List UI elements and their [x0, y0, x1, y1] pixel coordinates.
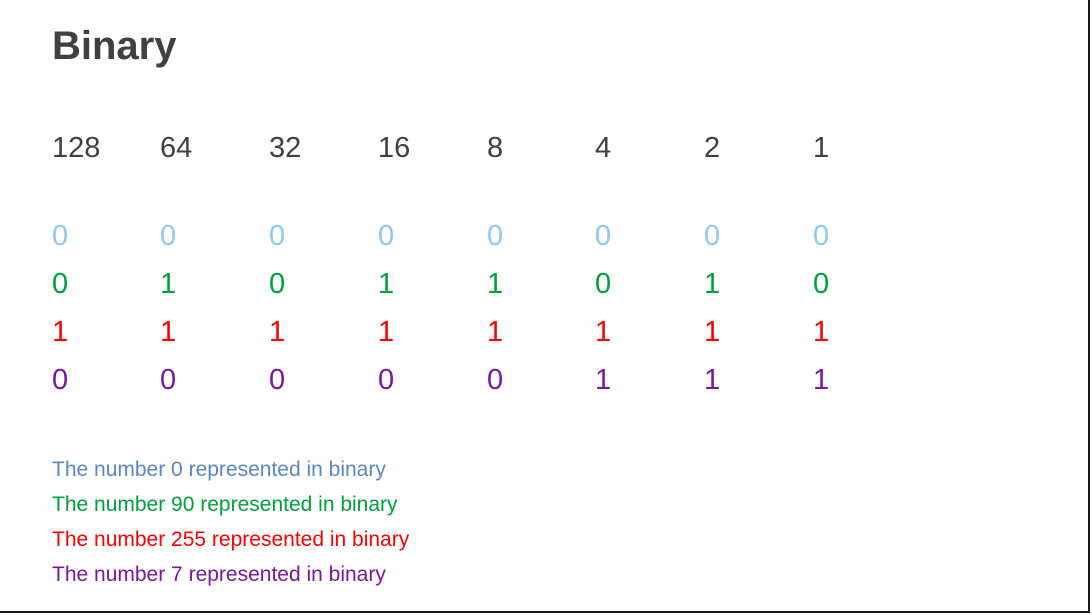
- bit-cell: 1: [704, 316, 721, 348]
- bit-row-two-fifty-five: [0, 312, 900, 352]
- bit-cell: 0: [378, 220, 395, 252]
- bit-cell: 0: [813, 220, 830, 252]
- place-value: 2: [704, 132, 721, 164]
- bit-cell: 1: [378, 316, 395, 348]
- bit-row-seven: [0, 360, 900, 400]
- bit-cell: 1: [813, 316, 830, 348]
- bit-cell: 0: [160, 364, 177, 396]
- place-value: 1: [813, 132, 830, 164]
- bit-row-zero: [0, 216, 900, 256]
- caption-zero: The number 0 represented in binary: [52, 458, 386, 481]
- bit-row-ninety: [0, 264, 900, 304]
- bit-cell: 0: [269, 364, 286, 396]
- place-value: 4: [595, 132, 612, 164]
- bit-cell: 1: [378, 268, 395, 300]
- page-title: Binary: [52, 24, 177, 68]
- bit-cell: 0: [595, 268, 612, 300]
- place-value-row: [0, 128, 900, 168]
- bit-cell: 0: [487, 220, 504, 252]
- bit-cell: 1: [487, 316, 504, 348]
- bit-cell: 0: [704, 220, 721, 252]
- bit-cell: 1: [52, 316, 69, 348]
- bit-cell: 0: [160, 220, 177, 252]
- bit-cell: 0: [595, 220, 612, 252]
- bit-cell: 1: [813, 364, 830, 396]
- bit-cell: 1: [487, 268, 504, 300]
- caption-seven: The number 7 represented in binary: [52, 563, 386, 586]
- bit-cell: 1: [704, 268, 721, 300]
- place-value: 32: [269, 132, 302, 164]
- place-value: 128: [52, 132, 101, 164]
- bit-cell: 1: [595, 364, 612, 396]
- bit-cell: 0: [487, 364, 504, 396]
- bit-cell: 1: [595, 316, 612, 348]
- bit-cell: 1: [160, 316, 177, 348]
- bit-cell: 0: [813, 268, 830, 300]
- bit-cell: 0: [269, 268, 286, 300]
- bit-cell: 0: [378, 364, 395, 396]
- place-value: 64: [160, 132, 193, 164]
- bit-cell: 1: [160, 268, 177, 300]
- bit-cell: 0: [52, 268, 69, 300]
- bit-cell: 1: [269, 316, 286, 348]
- place-value: 16: [378, 132, 411, 164]
- caption-two-fifty-five: The number 255 represented in binary: [52, 528, 410, 551]
- place-value: 8: [487, 132, 504, 164]
- caption-ninety: The number 90 represented in binary: [52, 493, 398, 516]
- bit-cell: 1: [704, 364, 721, 396]
- bit-cell: 0: [52, 364, 69, 396]
- bit-cell: 0: [269, 220, 286, 252]
- legend: [52, 452, 409, 592]
- bit-cell: 0: [52, 220, 69, 252]
